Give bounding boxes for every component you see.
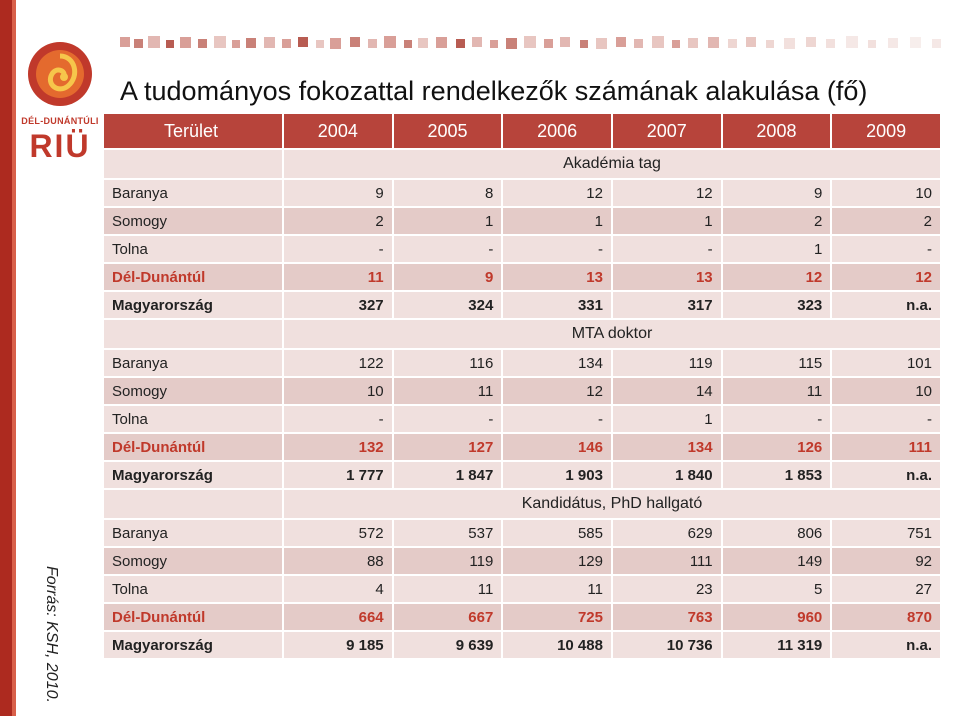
table-cell: 960 — [722, 603, 832, 631]
table-cell: 11 — [393, 377, 503, 405]
table-cell: 115 — [722, 349, 832, 377]
table-cell: 127 — [393, 433, 503, 461]
table-cell: 585 — [502, 519, 612, 547]
section-label: Akadémia tag — [283, 149, 941, 179]
table-cell: 1 853 — [722, 461, 832, 489]
row-name: Baranya — [103, 349, 283, 377]
row-name: Dél-Dunántúl — [103, 263, 283, 291]
table-cell: 806 — [722, 519, 832, 547]
table-cell: 119 — [612, 349, 722, 377]
table-cell: 129 — [502, 547, 612, 575]
row-name: Tolna — [103, 575, 283, 603]
section-blank-cell — [103, 149, 283, 179]
table-row-national-total — [103, 291, 941, 319]
table-cell: 101 — [831, 349, 941, 377]
table-cell: 111 — [831, 433, 941, 461]
table-cell: 751 — [831, 519, 941, 547]
table-cell: 725 — [502, 603, 612, 631]
data-table — [102, 112, 942, 660]
table-cell: - — [502, 405, 612, 433]
table-cell: - — [283, 405, 393, 433]
table-cell: 629 — [612, 519, 722, 547]
table-cell: 9 — [283, 179, 393, 207]
section-blank-cell — [103, 489, 283, 519]
table-cell: 327 — [283, 291, 393, 319]
table-cell: - — [393, 405, 503, 433]
table-row-region-total — [103, 603, 941, 631]
table-cell: 1 — [393, 207, 503, 235]
section-header-row — [103, 489, 941, 519]
table-cell: 1 840 — [612, 461, 722, 489]
table-cell: 4 — [283, 575, 393, 603]
table-cell: 317 — [612, 291, 722, 319]
table-row — [103, 207, 941, 235]
table-cell: 12 — [831, 263, 941, 291]
table-cell: 134 — [502, 349, 612, 377]
table-cell: 132 — [283, 433, 393, 461]
table-cell: 23 — [612, 575, 722, 603]
table-cell: 10 736 — [612, 631, 722, 659]
sidebar-band — [0, 0, 12, 716]
table-cell: 149 — [722, 547, 832, 575]
table-row — [103, 235, 941, 263]
table-cell: 12 — [502, 377, 612, 405]
row-name: Baranya — [103, 519, 283, 547]
table-row — [103, 547, 941, 575]
table-cell: - — [831, 235, 941, 263]
table-cell: 9 639 — [393, 631, 503, 659]
table-cell: - — [502, 235, 612, 263]
table-cell: 870 — [831, 603, 941, 631]
table-cell: 10 — [831, 179, 941, 207]
table-cell: 10 — [283, 377, 393, 405]
table-row-national-total — [103, 631, 941, 659]
table-cell: 1 — [502, 207, 612, 235]
table-cell: 11 — [393, 575, 503, 603]
column-header: 2008 — [722, 113, 832, 149]
table-cell: 111 — [612, 547, 722, 575]
table-row-national-total — [103, 461, 941, 489]
table-cell: 9 — [393, 263, 503, 291]
column-header: 2007 — [612, 113, 722, 149]
table-cell: 116 — [393, 349, 503, 377]
table-cell: 763 — [612, 603, 722, 631]
logo-text-region: DÉL-DUNÁNTÚLI — [21, 116, 99, 126]
table-cell: 2 — [722, 207, 832, 235]
section-label: Kandidátus, PhD hallgató — [283, 489, 941, 519]
row-name: Tolna — [103, 405, 283, 433]
table-cell: 12 — [612, 179, 722, 207]
table-cell: 14 — [612, 377, 722, 405]
row-name: Baranya — [103, 179, 283, 207]
table-row — [103, 179, 941, 207]
row-name: Magyarország — [103, 461, 283, 489]
logo-text-brand: RIÜ — [29, 128, 91, 164]
row-name: Tolna — [103, 235, 283, 263]
table-cell: n.a. — [831, 631, 941, 659]
row-name: Magyarország — [103, 631, 283, 659]
row-name: Somogy — [103, 547, 283, 575]
table-cell: - — [722, 405, 832, 433]
table-row-region-total — [103, 433, 941, 461]
row-name: Magyarország — [103, 291, 283, 319]
column-header: 2009 — [831, 113, 941, 149]
row-name: Dél-Dunántúl — [103, 603, 283, 631]
table-cell: 11 — [722, 377, 832, 405]
table-cell: 11 — [283, 263, 393, 291]
column-header: 2006 — [502, 113, 612, 149]
table-cell: 11 319 — [722, 631, 832, 659]
table-cell: 92 — [831, 547, 941, 575]
column-header: Terület — [103, 113, 283, 149]
decorative-squares — [120, 36, 960, 50]
table-header-row — [103, 113, 941, 149]
table-cell: 324 — [393, 291, 503, 319]
section-header-row — [103, 149, 941, 179]
section-header-row — [103, 319, 941, 349]
table-cell: 9 185 — [283, 631, 393, 659]
table-cell: 13 — [612, 263, 722, 291]
table-cell: - — [612, 235, 722, 263]
table-row — [103, 349, 941, 377]
source-note-text: Forrás: KSH, 2010. — [43, 566, 60, 703]
table-cell: 88 — [283, 547, 393, 575]
table-cell: 537 — [393, 519, 503, 547]
table-cell: 11 — [502, 575, 612, 603]
table-cell: 134 — [612, 433, 722, 461]
table-cell: 1 — [612, 207, 722, 235]
table-row — [103, 405, 941, 433]
column-header: 2005 — [393, 113, 503, 149]
table-cell: 331 — [502, 291, 612, 319]
table-cell: 572 — [283, 519, 393, 547]
table-cell: 10 — [831, 377, 941, 405]
table-cell: 12 — [502, 179, 612, 207]
table-row — [103, 575, 941, 603]
table-row — [103, 519, 941, 547]
table-cell: 323 — [722, 291, 832, 319]
table-cell: n.a. — [831, 291, 941, 319]
row-name: Somogy — [103, 207, 283, 235]
table-cell: n.a. — [831, 461, 941, 489]
table-cell: 1 903 — [502, 461, 612, 489]
table-cell: 1 777 — [283, 461, 393, 489]
row-name: Dél-Dunántúl — [103, 433, 283, 461]
row-name: Somogy — [103, 377, 283, 405]
table-cell: 664 — [283, 603, 393, 631]
table-cell: 8 — [393, 179, 503, 207]
table-cell: 5 — [722, 575, 832, 603]
table-cell: - — [283, 235, 393, 263]
table-row-region-total — [103, 263, 941, 291]
table-cell: 27 — [831, 575, 941, 603]
table-cell: - — [393, 235, 503, 263]
table-cell: 146 — [502, 433, 612, 461]
table-cell: 119 — [393, 547, 503, 575]
table-cell: 9 — [722, 179, 832, 207]
table-row — [103, 377, 941, 405]
table-cell: 2 — [831, 207, 941, 235]
column-header: 2004 — [283, 113, 393, 149]
table-cell: 122 — [283, 349, 393, 377]
source-note — [30, 566, 70, 711]
table-cell: 2 — [283, 207, 393, 235]
page-title: A tudományos fokozattal rendelkezők számának alakulása (fő) — [120, 76, 868, 106]
table-cell: 1 847 — [393, 461, 503, 489]
table-cell: 12 — [722, 263, 832, 291]
table-cell: 10 488 — [502, 631, 612, 659]
table-cell: 126 — [722, 433, 832, 461]
table-cell: - — [831, 405, 941, 433]
table-cell: 1 — [612, 405, 722, 433]
section-label: MTA doktor — [283, 319, 941, 349]
table-cell: 13 — [502, 263, 612, 291]
section-blank-cell — [103, 319, 283, 349]
table-cell: 1 — [722, 235, 832, 263]
sidebar-band-accent — [12, 0, 16, 716]
table-cell: 667 — [393, 603, 503, 631]
